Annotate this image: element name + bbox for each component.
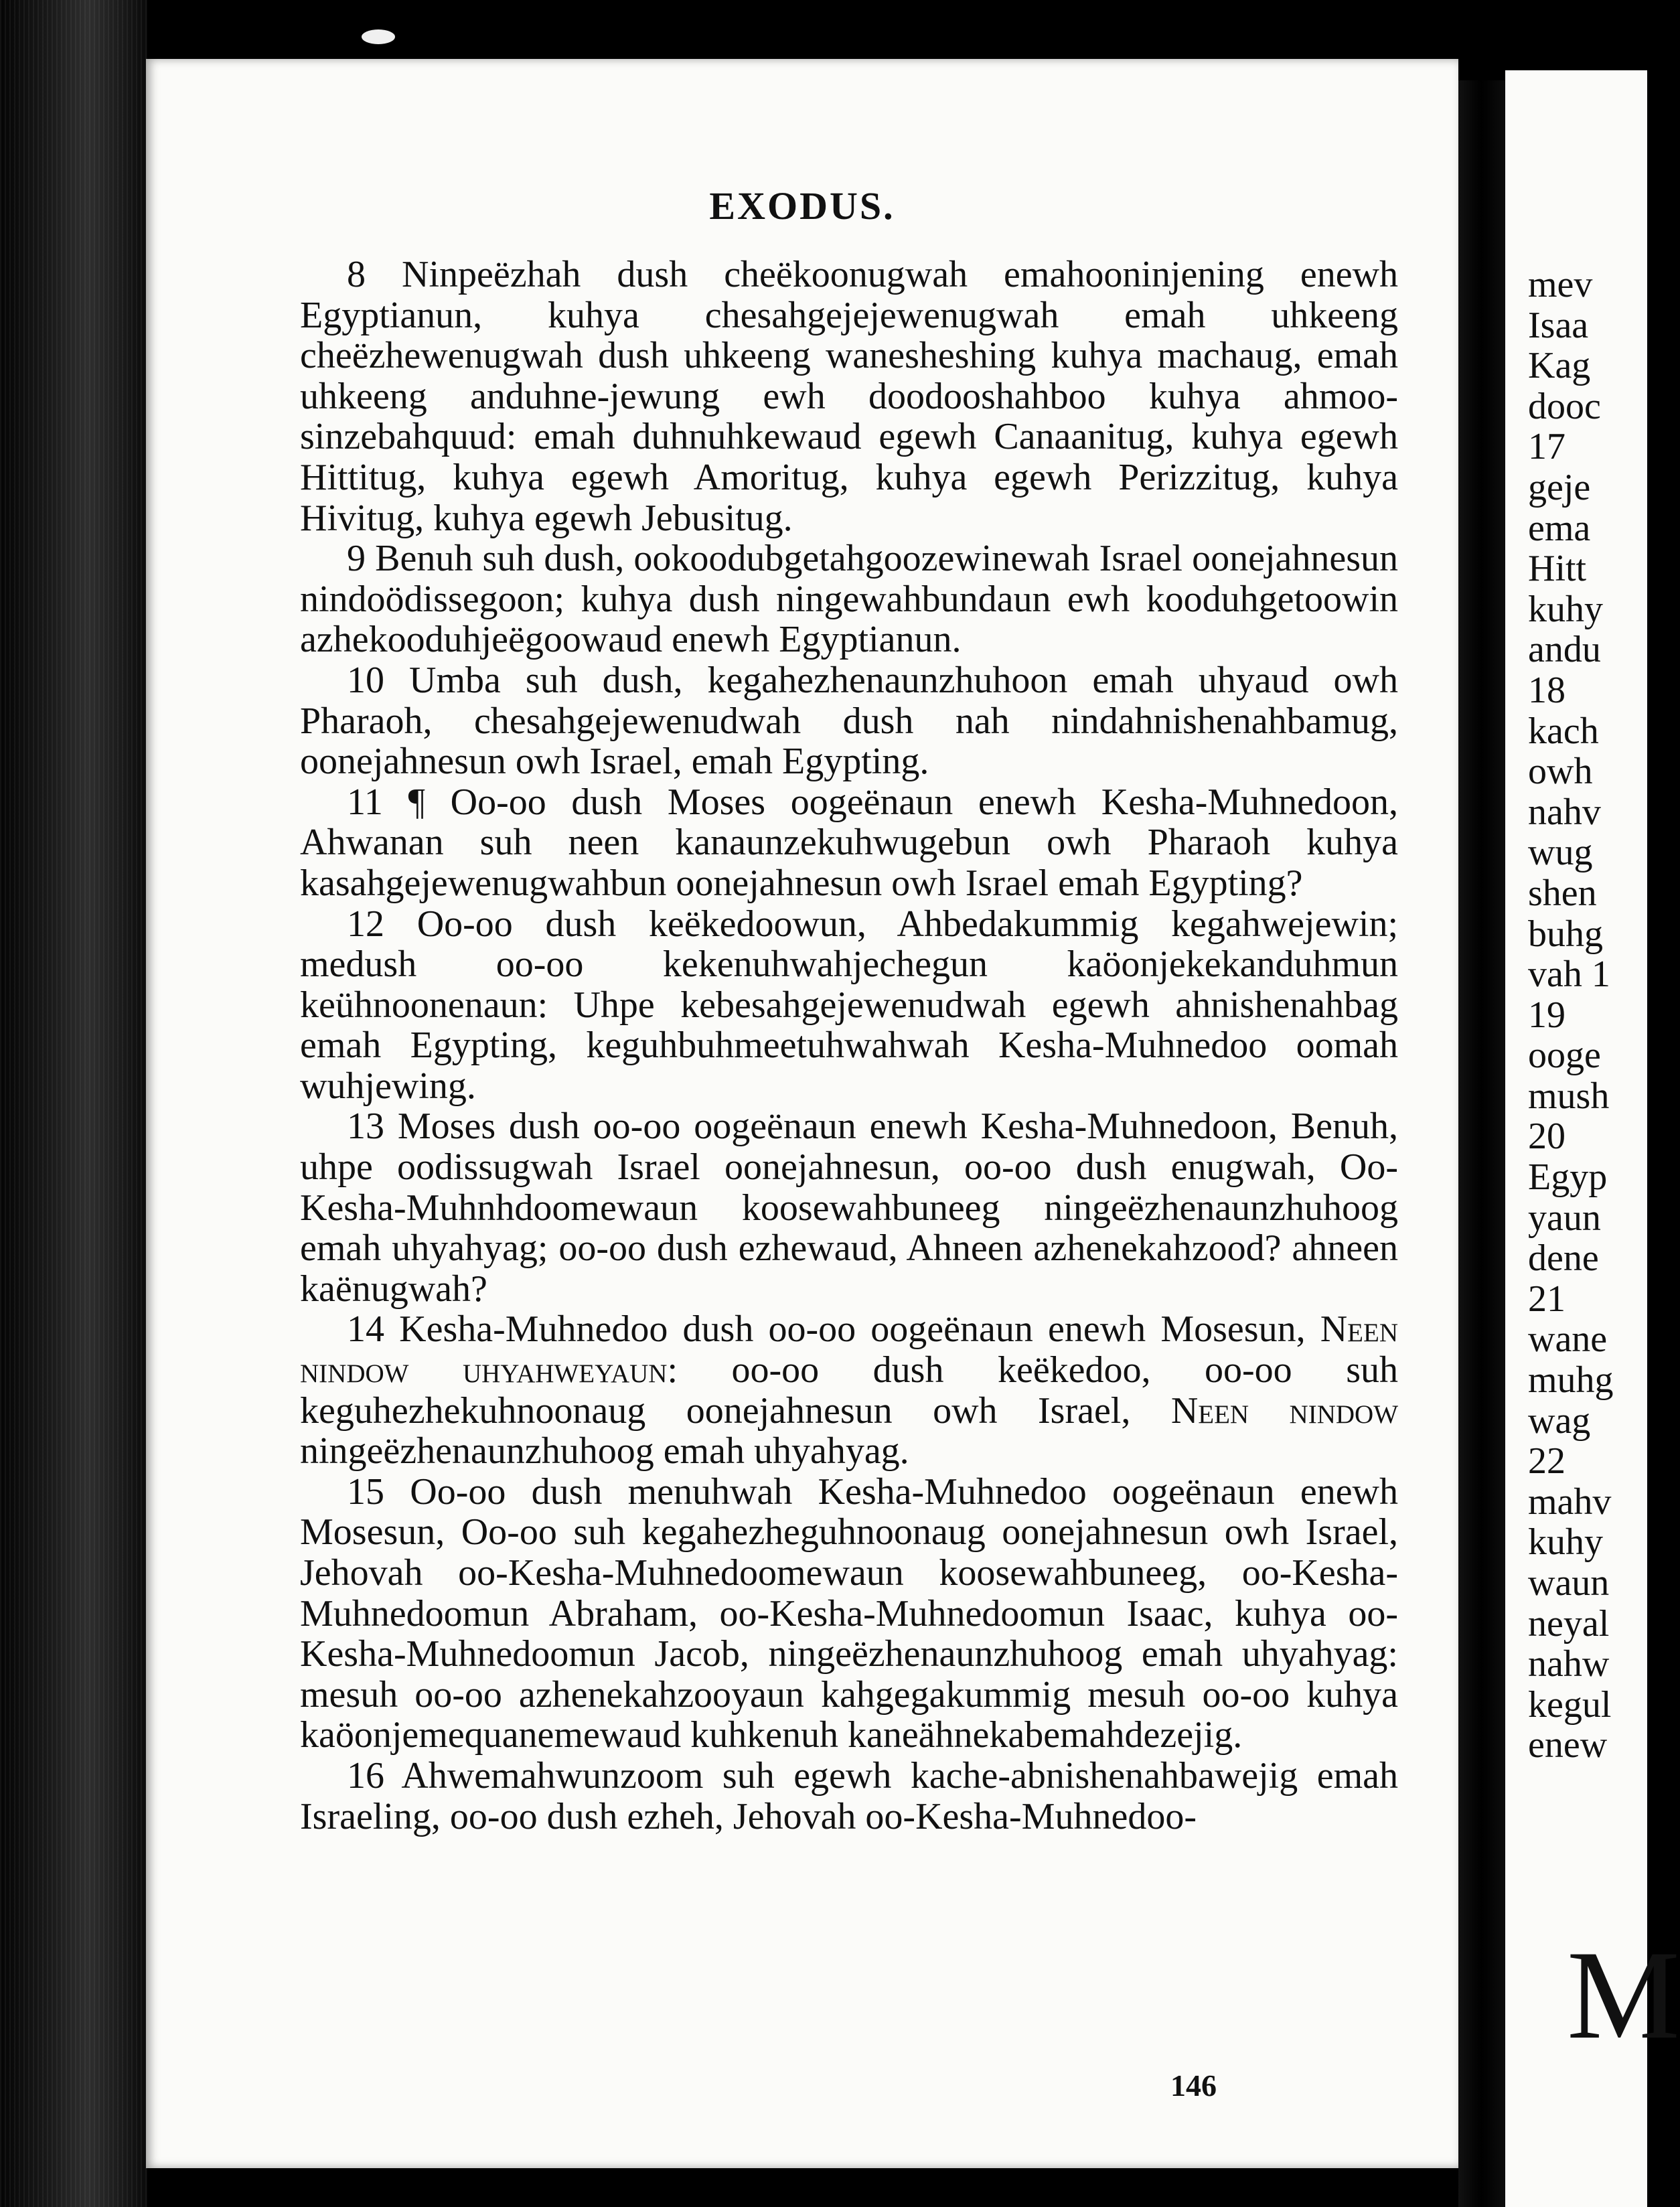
text-fragment: 19 xyxy=(1528,994,1566,1036)
text-fragment: 17 xyxy=(1528,426,1566,468)
scan-mark xyxy=(362,29,395,44)
text-fragment: Isaa xyxy=(1528,304,1589,346)
verse-text: Oo-oo dush menuhwah Kesha-Muhnedoo oogeënaun enewh Mosesun, Oo-oo suh kegahezheguhnoonaug oonejahnesun owh Israel, Jehovah oo-Kesha-Muhnedoomewaun koosewahbuneeg, oo-Kesha-Muhnedoomun Abraham, oo-Kesha-Muhnedoomun Isaac, kuhya oo-Kesha-Muhnedoomun Jacob, ningeëzhenaunzhuhoog emah uhyahyag: mesuh oo-oo azhenekahzooyaun kahgegakummig mesuh oo-oo kuhya kaöonjemequanemewaud kuhkenuh kaneähnekabemahdezejig. xyxy=(300,1470,1399,1756)
text-fragment: wug xyxy=(1528,832,1593,874)
facing-page-text-fragments xyxy=(1528,264,1614,1766)
running-head: EXODUS. xyxy=(709,184,895,228)
verse-text: Moses dush oo-oo oogeënaun enewh Kesha-Muhnedoon, Benuh, uhpe oodissugwah Israel oonejahnesun, oo-oo dush enugwah, Oo-Kesha-Muhnhdoomewaun koosewahbuneeg ningeëzhenaunzhuhoog emah uhyahyag; oo-oo dush ezhewaud, Ahneen azhenekahzood? ahneen kaënugwah? xyxy=(300,1106,1399,1310)
text-fragment: ooge xyxy=(1528,1035,1601,1077)
text-fragment: 18 xyxy=(1528,669,1566,711)
verse xyxy=(300,254,1398,538)
left-page xyxy=(146,59,1458,2168)
verse-text: Kesha-Muhnedoo dush oo-oo oogeënaun enewh Mosesun, xyxy=(399,1308,1306,1351)
text-fragment: 20 xyxy=(1528,1116,1566,1158)
verse-number: 15 xyxy=(347,1470,384,1513)
verse xyxy=(300,1309,1398,1471)
text-fragment: muhg xyxy=(1528,1359,1614,1401)
text-fragment: dooc xyxy=(1528,385,1601,427)
text-fragment: Kag xyxy=(1528,345,1591,387)
text-fragment: ema xyxy=(1528,507,1591,549)
text-fragment: kach xyxy=(1528,710,1599,752)
facing-page-initial: M xyxy=(1567,1925,1680,2066)
text-fragment: nahv xyxy=(1528,791,1601,833)
page-number: 146 xyxy=(1170,2068,1217,2103)
text-fragment: kuhy xyxy=(1528,1521,1603,1564)
text-fragment: kuhy xyxy=(1528,588,1603,630)
verse-number: 10 xyxy=(347,659,384,701)
text-fragment: wag xyxy=(1528,1399,1591,1442)
verse-text: Ninpeëzhah dush cheëkoonugwah emahooninjening enewh Egyptianun, kuhya chesahgejejewenugwah emah uhkeeng cheëzhewenugwah dush uhkeeng wanesheshing kuhya machaug, emah uhkeeng anduhne-jewung ewh doodooshahboo kuhya ahmoo-sinzebahquud: emah duhnuhkewaud egewh Canaanitug, kuhya egewh Hittitug, kuhya egewh Amoritug, kuhya egewh Perizzitug, kuhya Hivitug, kuhya egewh Jebusitug. xyxy=(300,254,1399,539)
verse-text: Oo-oo dush keëkedoowun, Ahbedakummig kegahwejewin; medush oo-oo kekenuhwahjechegun kaöonjekekanduhmun keühnoonenaun: Uhpe kebesahgejewenudwah egewh ahnishenahbag emah Egypting, keguhbuhmeetuhwahwah Kesha-Muhnedoo oomah wuhjewing. xyxy=(300,903,1399,1107)
verse-number: 9 xyxy=(347,538,366,580)
text-fragment: Hitt xyxy=(1528,548,1587,590)
verse-text: : oo-oo dush keëkedoo, oo-oo suh keguhezhekuhnoonaug oonejahnesun owh Israel, xyxy=(300,1349,1398,1432)
verse-text: Umba suh dush, kegahezhenaunzhuhoon emah uhyaud owh Pharaoh, chesahgejewenudwah dush nah nindahnishenahbamug, oonejahnesun owh Israel, emah Egypting. xyxy=(300,659,1398,783)
text-fragment: andu xyxy=(1528,629,1601,671)
text-fragment: kegul xyxy=(1528,1683,1612,1726)
verse xyxy=(300,660,1398,782)
verse-number: 12 xyxy=(347,903,384,945)
divine-name-small-caps: Neen nindow xyxy=(1170,1389,1399,1432)
verse-text: Ahwemahwunzoom suh egewh kache-abnishenahbawejig emah Israeling, oo-oo dush ezheh, Jehovah oo-Kesha-Muhnedoo- xyxy=(300,1754,1398,1837)
text-fragment: yaun xyxy=(1528,1197,1601,1239)
text-fragment: mush xyxy=(1528,1075,1610,1117)
text-fragment: owh xyxy=(1528,751,1593,793)
verse-text: ningeëzhenaunzhuhoog emah uhyahyag. xyxy=(300,1430,909,1472)
text-fragment: buhg xyxy=(1528,913,1603,955)
verse xyxy=(300,538,1398,660)
text-fragment: Egyp xyxy=(1528,1156,1608,1199)
verse-text-block xyxy=(300,254,1398,1837)
text-fragment: dene xyxy=(1528,1237,1599,1280)
text-fragment: enew xyxy=(1528,1724,1608,1766)
verse xyxy=(300,1756,1398,1837)
facing-page xyxy=(1505,70,1680,2207)
text-fragment: geje xyxy=(1528,466,1591,508)
verse xyxy=(300,1472,1398,1756)
verse-number: 11 ¶ xyxy=(347,781,425,823)
verse-number: 8 xyxy=(347,254,366,295)
verse xyxy=(300,1106,1398,1309)
verse xyxy=(300,904,1398,1107)
text-fragment: 21 xyxy=(1528,1278,1566,1320)
verse-number: 13 xyxy=(347,1106,384,1148)
text-fragment: nahw xyxy=(1528,1643,1610,1685)
text-fragment: vah 1 xyxy=(1528,954,1610,996)
text-fragment: 22 xyxy=(1528,1440,1566,1482)
verse-number: 16 xyxy=(347,1754,384,1797)
text-fragment: mahv xyxy=(1528,1480,1612,1523)
text-fragment: shen xyxy=(1528,872,1597,914)
divine-name-small-caps: Neen nindow uhyahweyaun xyxy=(300,1308,1398,1391)
book-spine xyxy=(0,0,147,2207)
verse-number: 14 xyxy=(347,1308,384,1351)
text-fragment: neyal xyxy=(1528,1602,1610,1645)
verse-text: Benuh suh dush, ookoodubgetahgoozewinewah Israel oonejahnesun nindoödissegoon; kuhya dush ningewahbundaun ewh kooduhgetoowin azhekooduhjeëgoowaud enewh Egyptianun. xyxy=(300,538,1399,661)
text-fragment: mev xyxy=(1528,264,1593,305)
text-fragment: wane xyxy=(1528,1318,1608,1361)
page-gutter xyxy=(1458,80,1505,2207)
verse xyxy=(300,782,1398,904)
text-fragment: waun xyxy=(1528,1562,1610,1604)
verse-text: Oo-oo dush Moses oogeënaun enewh Kesha-Muhnedoon, Ahwanan suh neen kanaunzekuhwugebun owh Pharaoh kuhya kasahgejewenugwahbun oonejahnesun owh Israel emah Egypting? xyxy=(300,781,1399,904)
